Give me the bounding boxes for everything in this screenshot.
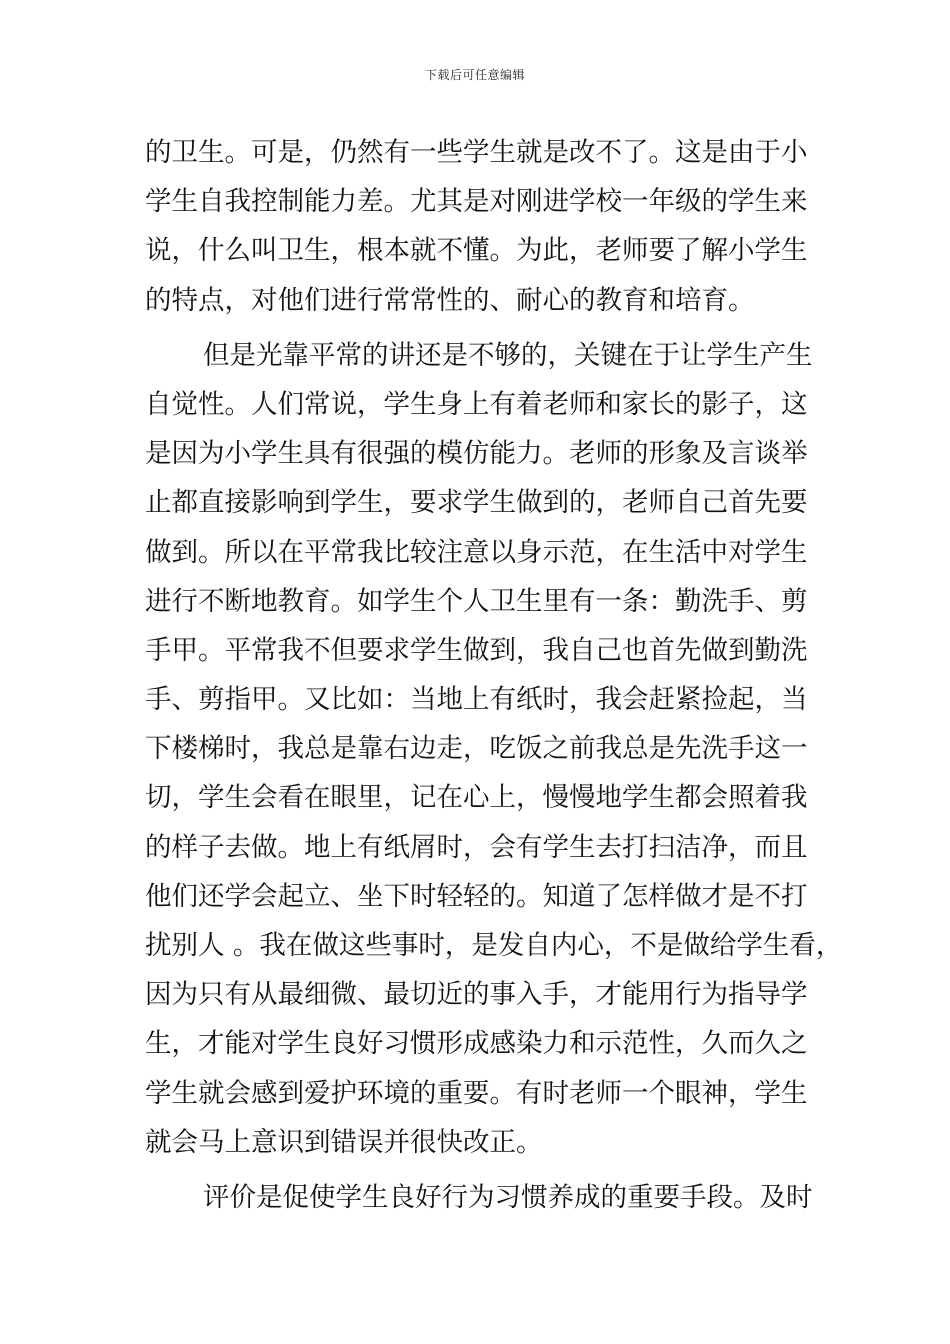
text-line: 就会马上意识到错误并很快改正。: [145, 1126, 543, 1158]
text-line: 止都直接影响到学生，要求学生做到的，老师自己首先要: [145, 487, 808, 519]
text-line: 因为只有从最细微、最切近的事入手，才能用行为指导学: [145, 979, 808, 1011]
text-line: 是因为小学生具有很强的模仿能力。老师的形象及言谈举: [145, 438, 808, 470]
text-line: 的特点，对他们进行常常性的、耐心的教育和培育。: [145, 284, 755, 316]
text-line: 学生自我控制能力差。尤其是对刚进学校一年级的学生来: [145, 186, 808, 218]
text-line: 下楼梯时，我总是靠右边走，吃饭之前我总是先洗手这一: [145, 733, 808, 765]
text-line: 说，什么叫卫生，根本就不懂。为此，老师要了解小学生: [145, 235, 808, 267]
text-line: 切，学生会看在眼里，记在心上，慢慢地学生都会照着我: [145, 782, 808, 814]
text-line: 进行不断地教育。如学生个人卫生里有一条：勤洗手、剪: [145, 585, 808, 617]
paragraph: [145, 1173, 825, 1222]
text-line: 自觉性。人们常说，学生身上有着老师和家长的影子，这: [145, 388, 808, 420]
text-line: 他们还学会起立、坐下时轻轻的。知道了怎样做才是不打: [145, 880, 808, 912]
page-header: 下载后可任意编辑: [424, 68, 525, 82]
text-line: 扰别人 。我在做这些事时，是发自内心，不是做给学生看，: [145, 930, 843, 961]
text-line: 做到。所以在平常我比较注意以身示范，在生活中对学生: [145, 536, 808, 568]
text-line: 生，才能对学生良好习惯形成感染力和示范性，久而久之: [145, 1028, 808, 1060]
text-line: 的样子去做。地上有纸屑时，会有学生去打扫洁净，而且: [145, 831, 808, 863]
body-text: [145, 128, 843, 1222]
text-line: 但是光靠平常的讲还是不够的，关键在于让学生产生: [203, 339, 813, 371]
paragraph: [145, 128, 825, 325]
paragraph: [145, 331, 843, 1167]
text-line: 手、剪指甲。又比如：当地上有纸时，我会赶紧捡起，当: [145, 684, 808, 716]
text-line: 评价是促使学生良好行为习惯养成的重要手段。及时: [203, 1181, 813, 1213]
text-line: 学生就会感到爱护环境的重要。有时老师一个眼神，学生: [145, 1077, 808, 1109]
text-line: 的卫生。可是，仍然有一些学生就是改不了。这是由于小: [145, 137, 808, 168]
text-line: 手甲。平常我不但要求学生做到，我自己也首先做到勤洗: [145, 634, 808, 666]
